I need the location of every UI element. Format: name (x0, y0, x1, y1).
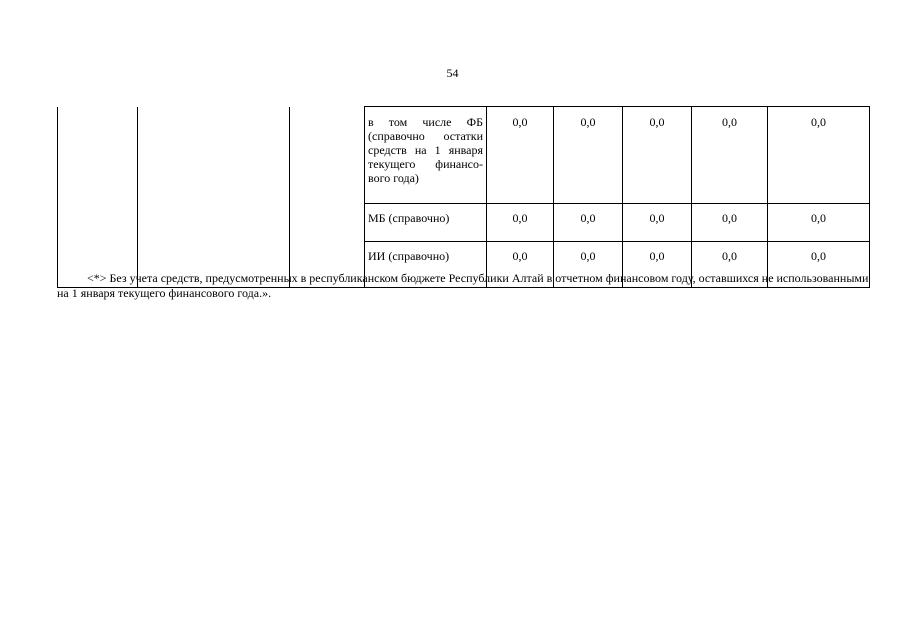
value-cell: 0,0 (554, 242, 623, 288)
page-number: 54 (446, 66, 459, 80)
value-cell: 0,0 (692, 242, 768, 288)
budget-table (57, 106, 870, 288)
value-cell: 0,0 (692, 204, 768, 242)
value-cell: 0,0 (554, 107, 623, 204)
empty-column-cell (138, 107, 290, 288)
row-label-mb: МБ (справочно) (365, 204, 487, 242)
value-cell: 0,0 (487, 107, 554, 204)
table-row (58, 107, 870, 204)
value-cell: 0,0 (487, 204, 554, 242)
value-cell: 0,0 (623, 242, 692, 288)
value-cell: 0,0 (623, 204, 692, 242)
empty-column-cell (290, 107, 365, 288)
value-cell: 0,0 (768, 107, 870, 204)
value-cell: 0,0 (768, 204, 870, 242)
value-cell: 0,0 (554, 204, 623, 242)
row-label-ii: ИИ (справочно) (365, 242, 487, 288)
footnote: <*> Без учета средств, предусмотренных в республиканском бюджете Республики Алтай в отчетном финансовом году, оставшихся не использованными на 1 января текущего финансового года.». (57, 271, 869, 300)
value-cell: 0,0 (487, 242, 554, 288)
value-cell: 0,0 (692, 107, 768, 204)
empty-column-cell (58, 107, 138, 288)
value-cell: 0,0 (768, 242, 870, 288)
row-label-fb: в том числе ФБ (справочно остатки средств на 1 января текущего финансо-вого года) (365, 107, 487, 204)
value-cell: 0,0 (623, 107, 692, 204)
